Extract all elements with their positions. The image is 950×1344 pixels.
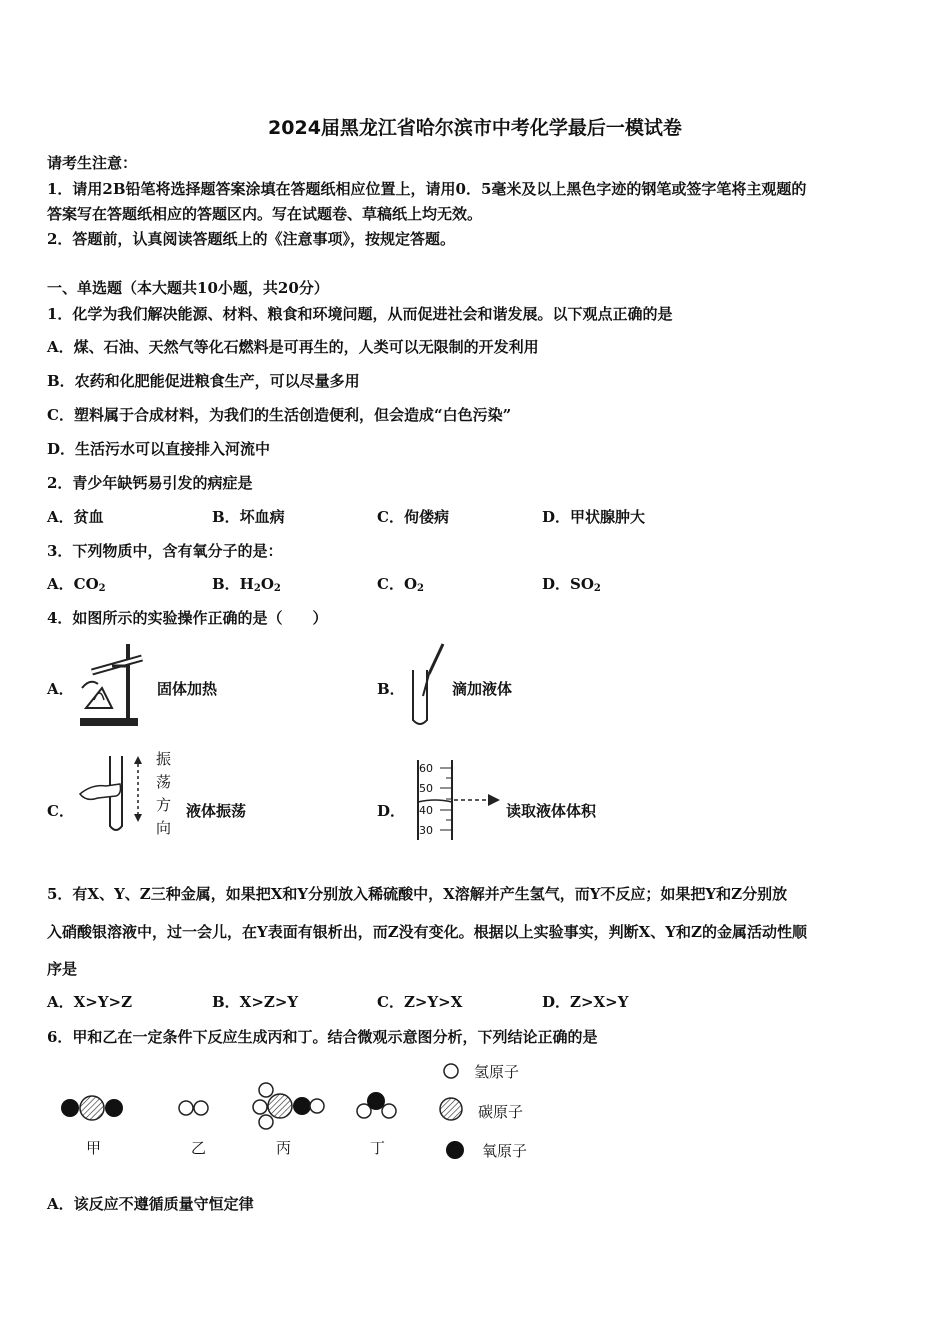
q1-option-d[interactable]: D．生活污水可以直接排入河流中 <box>47 440 271 458</box>
molecule-bing-carbon <box>268 1094 292 1118</box>
molecule-bing-oxygen <box>293 1097 311 1115</box>
cylinder-tick-50: 50 <box>419 782 433 795</box>
shake-direction-char-3: 方 <box>156 796 172 814</box>
shake-direction-char-4: 向 <box>156 819 172 837</box>
legend-icons <box>438 1060 468 1164</box>
molecule-jia-oxygen-2 <box>105 1099 123 1117</box>
molecule-yi-hydrogen-1 <box>179 1101 193 1115</box>
q4-option-c-letter[interactable]: C． <box>47 802 74 820</box>
legend-hydrogen-label: 氢原子 <box>474 1063 520 1081</box>
q4-option-d-text[interactable]: 读取液体体积 <box>506 802 597 820</box>
cylinder-tick-40: 40 <box>419 804 433 817</box>
molecule-bing-hydrogen-4 <box>310 1099 324 1113</box>
q3-option-a[interactable]: A．$CO_2$ <box>47 575 106 594</box>
q1-option-b[interactable]: B．农药和化肥能促进粮食生产，可以尽量多用 <box>47 372 360 390</box>
q1-stem: 1．化学为我们解决能源、材料、粮食和环境问题，从而促进社会和谐发展。以下观点正确的是 <box>47 305 673 323</box>
dropping-liquid-diagram <box>405 640 450 730</box>
molecule-ding-hydrogen-2 <box>382 1104 396 1118</box>
q4-stem: 4．如图所示的实验操作正确的是（ ） <box>47 609 328 627</box>
cylinder-tick-30: 30 <box>419 824 433 837</box>
q4-option-d-letter[interactable]: D． <box>377 802 406 820</box>
section-heading: 一、单选题（本大题共10小题，共20分） <box>47 279 329 297</box>
molecule-diagram <box>50 1080 340 1130</box>
shake-direction-char-1: 振 <box>156 750 172 768</box>
q1-option-c[interactable]: C．塑料属于合成材料，为我们的生活创造便利，但会造成“白色污染” <box>47 406 512 424</box>
molecule-label-ding: 丁 <box>370 1139 386 1157</box>
molecule-yi-hydrogen-2 <box>194 1101 208 1115</box>
notice-line-2: 2．答题前，认真阅读答题纸上的《注意事项》，按规定答题。 <box>47 230 455 248</box>
legend-oxygen-label: 氧原子 <box>482 1142 528 1160</box>
q3-stem: 3．下列物质中，含有氧分子的是： <box>47 542 283 560</box>
q2-stem: 2．青少年缺钙易引发的病症是 <box>47 474 253 492</box>
q2-option-b[interactable]: B．坏血病 <box>212 508 285 526</box>
molecule-bing-hydrogen-2 <box>253 1100 267 1114</box>
q5-option-a[interactable]: A．X>Y>Z <box>47 993 133 1011</box>
shake-direction-char-2: 荡 <box>156 773 172 791</box>
molecule-bing-hydrogen-1 <box>259 1083 273 1097</box>
q1-option-a[interactable]: A．煤、石油、天然气等化石燃料是可再生的，人类可以无限制的开发利用 <box>47 338 539 356</box>
q3-option-b[interactable]: B．$H_2O_2$ <box>212 575 281 594</box>
molecule-label-yi: 乙 <box>191 1139 207 1157</box>
q5-line-3: 序是 <box>47 960 78 978</box>
page-title: 2024届黑龙江省哈尔滨市中考化学最后一模试卷 <box>268 117 682 139</box>
molecule-ding <box>350 1085 400 1130</box>
molecule-ding-oxygen <box>367 1092 385 1110</box>
solid-heating-diagram <box>72 638 152 730</box>
q6-stem: 6．甲和乙在一定条件下反应生成丙和丁。结合微观示意图分析，下列结论正确的是 <box>47 1028 598 1046</box>
molecule-jia-oxygen-1 <box>61 1099 79 1117</box>
molecule-jia-carbon <box>80 1096 104 1120</box>
q6-option-a[interactable]: A．该反应不遵循质量守恒定律 <box>47 1195 254 1213</box>
q5-option-b[interactable]: B．X>Z>Y <box>212 993 299 1011</box>
q5-option-d[interactable]: D．Z>X>Y <box>542 993 629 1011</box>
q2-option-d[interactable]: D．甲状腺肿大 <box>542 508 646 526</box>
q5-option-c[interactable]: C．Z>Y>X <box>377 993 463 1011</box>
q3-option-c[interactable]: C．$O_2$ <box>377 575 424 594</box>
molecule-label-jia: 甲 <box>86 1139 102 1157</box>
molecule-bing-hydrogen-3 <box>259 1115 273 1129</box>
q3-option-d[interactable]: D．$SO_2$ <box>542 575 601 594</box>
q4-option-a-text[interactable]: 固体加热 <box>157 680 218 698</box>
notice-line-1a: 1．请用2B铅笔将选择题答案涂填在答题纸相应位置上，请用0．5毫米及以上黑色字迹的钢笔或签字笔将主观题的 <box>47 180 807 198</box>
q4-option-b-letter[interactable]: B． <box>377 680 405 698</box>
q5-line-1: 5．有X、Y、Z三种金属，如果把X和Y分别放入稀硫酸中，X溶解并产生氢气，而Y不反应；如果把Y和Z分别放 <box>47 885 788 903</box>
legend-carbon-label: 碳原子 <box>478 1103 524 1121</box>
molecule-label-bing: 丙 <box>276 1139 292 1157</box>
q2-option-c[interactable]: C．佝偻病 <box>377 508 449 526</box>
q4-option-b-text[interactable]: 滴加液体 <box>452 680 513 698</box>
q2-option-a[interactable]: A．贫血 <box>47 508 104 526</box>
legend-oxygen-icon <box>446 1141 464 1159</box>
q5-line-2: 入硝酸银溶液中，过一会儿，在Y表面有银析出，而Z没有变化。根据以上实验事实，判断X、Y和Z的金属活动性顺 <box>47 923 807 941</box>
q4-option-a-letter[interactable]: A． <box>47 680 74 698</box>
legend-carbon-icon <box>440 1098 462 1120</box>
liquid-shaking-diagram <box>76 750 146 836</box>
q4-option-c-text[interactable]: 液体振荡 <box>186 802 247 820</box>
cylinder-tick-60: 60 <box>419 762 433 775</box>
notice-heading: 请考生注意： <box>47 154 138 172</box>
legend-hydrogen-icon <box>444 1064 458 1078</box>
notice-line-1b: 答案写在答题纸相应的答题区内。写在试题卷、草稿纸上均无效。 <box>47 205 483 223</box>
